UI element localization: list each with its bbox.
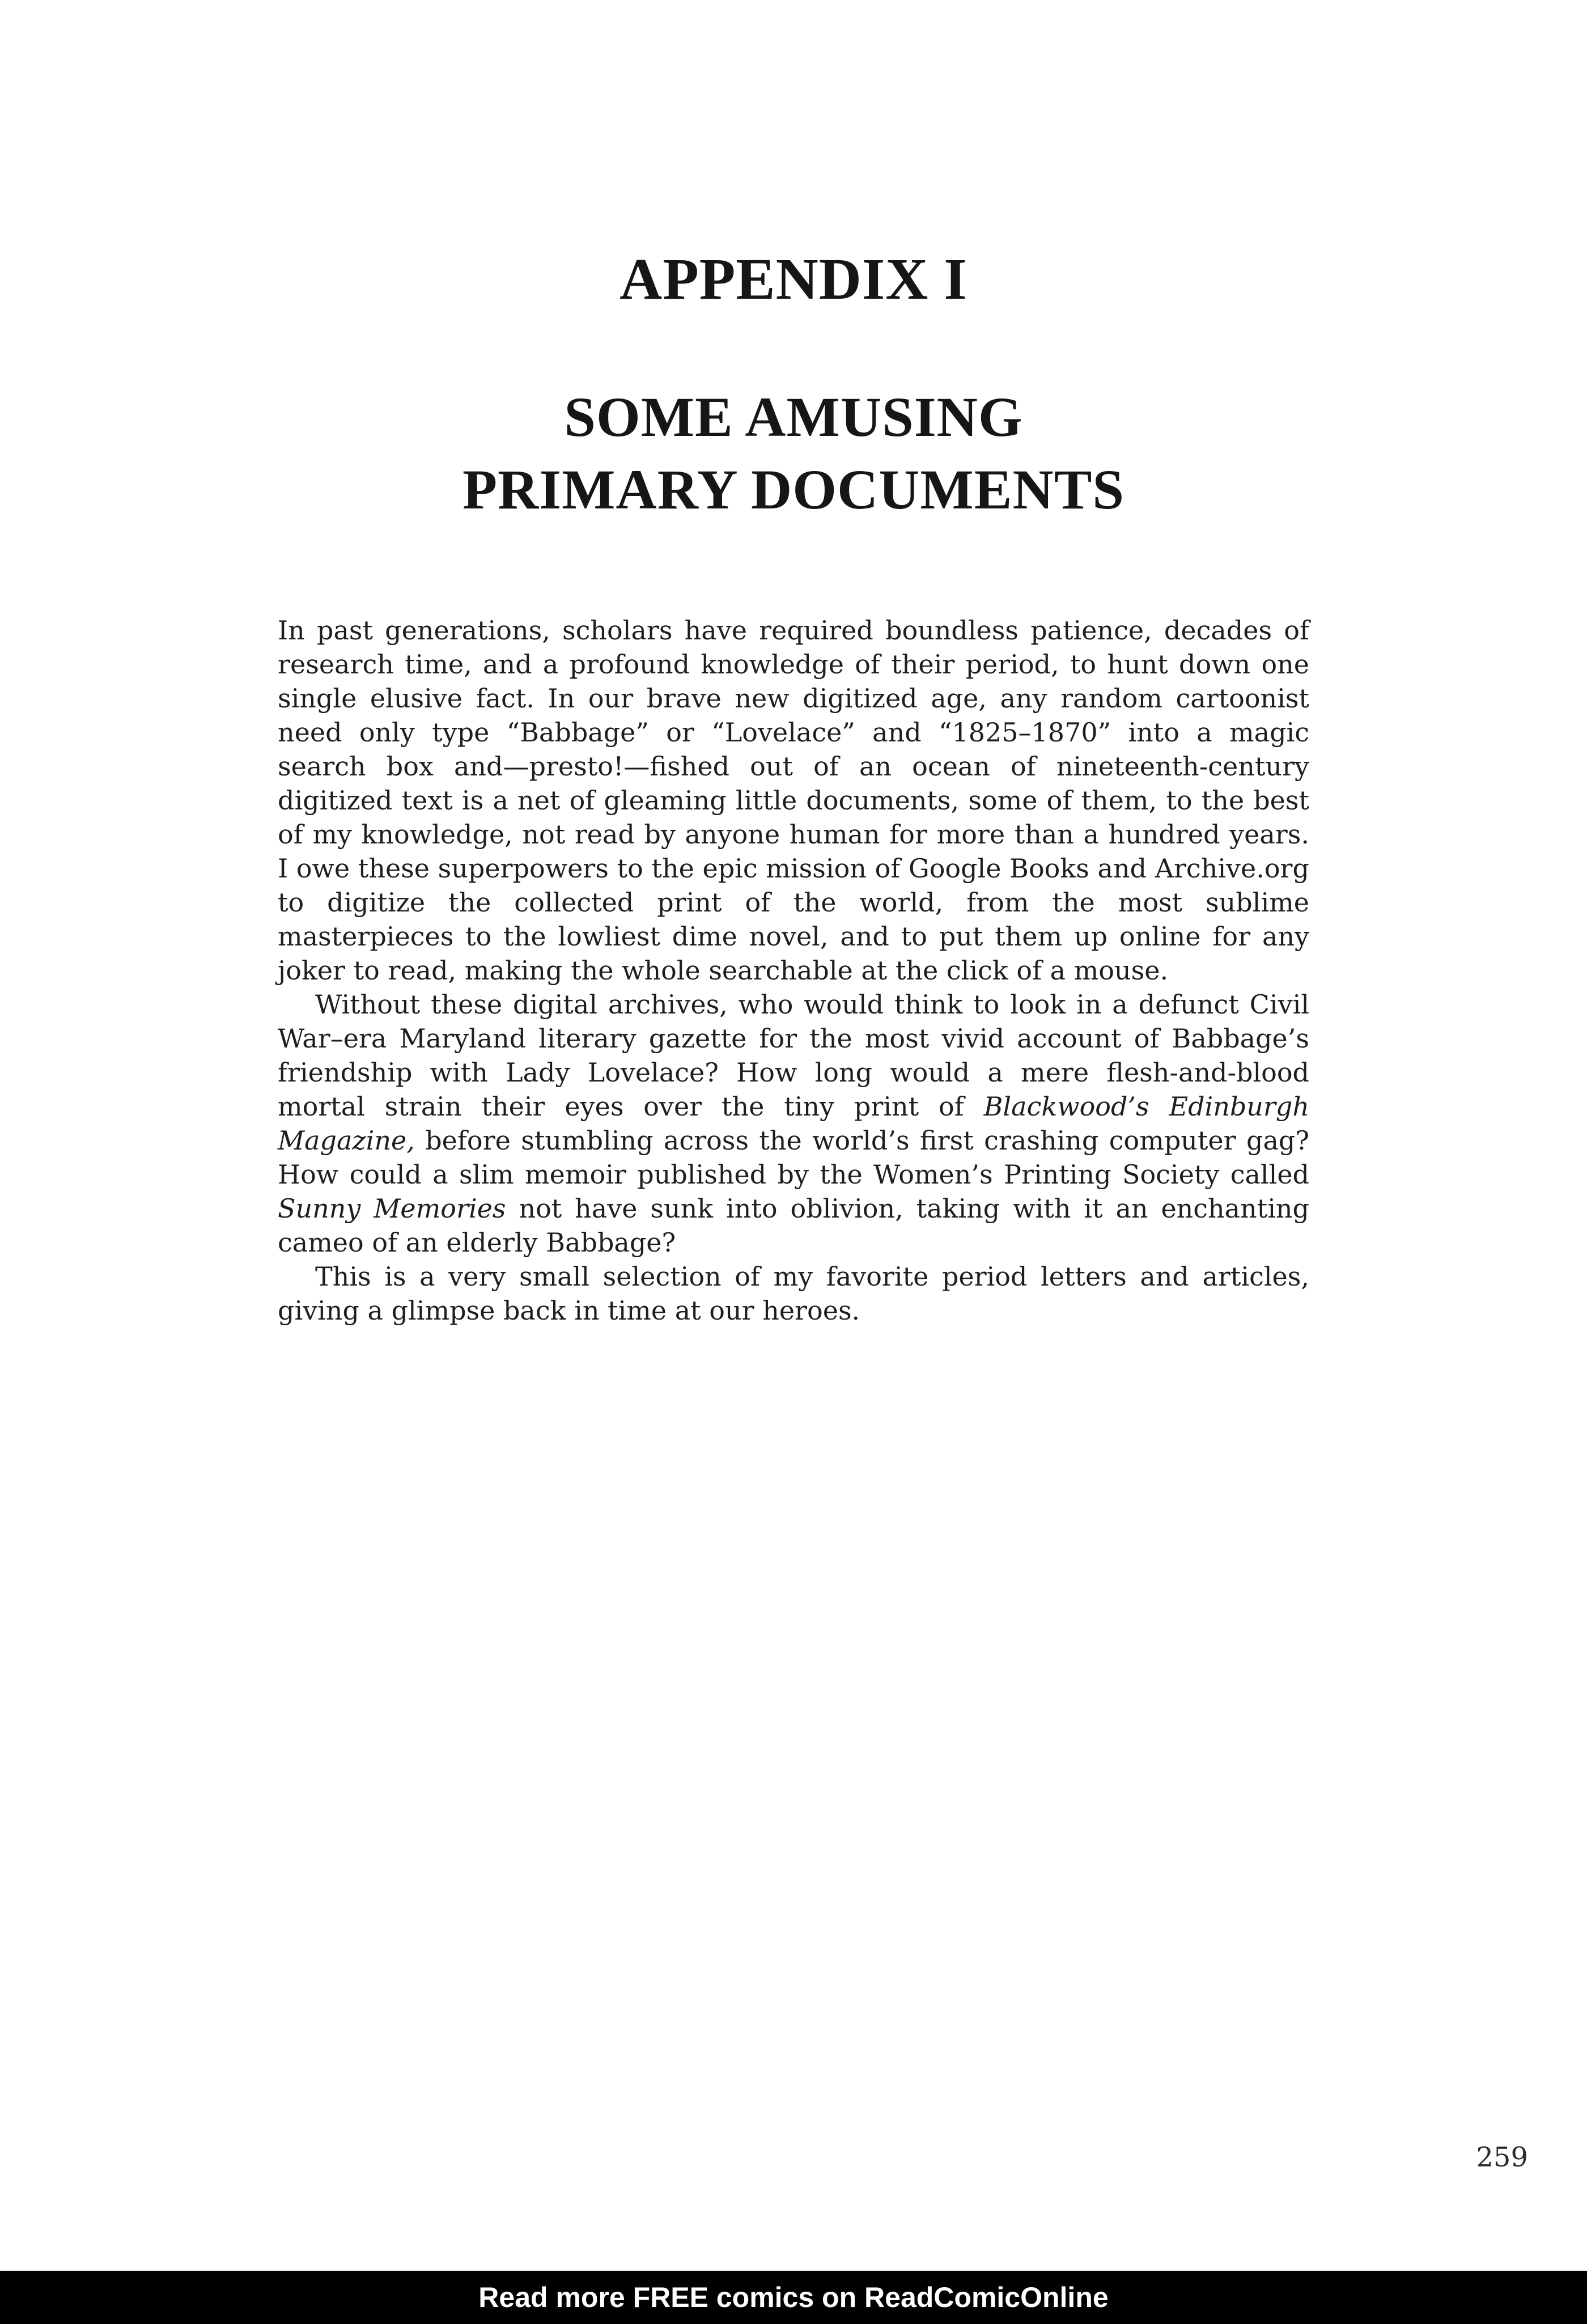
paragraph-intro: In past generations, scholars have required boundless patience, decades of research time, and a profound knowledge of their period, to hunt down one single elusive fact. In our brave new digitized age, any random cartoonist need only type “Babbage” or “Lovelace” and “1825–1870” into a magic search box and—presto!—fished out of an ocean of nineteenth-century digitized text is a net of gleaming little documents, some of them, to the best of my knowledge, not read by anyone human for more than a hundred years. I owe these superpowers to the epic mission of Google Books and Archive.org to digitize the collected print of the world, from the most sublime masterpieces to the lowliest dime novel, and to put them up online for any joker to read, making the whole searchable at the click of a mouse. (278, 615, 1309, 986)
title-blackwoods: Blackwood’s Edinburgh Magazine, (278, 1091, 1309, 1156)
appendix-title-line-1: SOME AMUSING (564, 385, 1023, 448)
paragraph-archives-part-1: Without these digital archives, who would think to look in a defunct Civil War–era Maryland literary gazette for the most vivid account of Babbage’s friendship with Lady Lovelace? How long would a mere flesh-and-blood mortal strain their eyes over the tiny print of (278, 989, 1309, 1122)
body-text (278, 613, 1309, 1328)
paragraph-archives-part-3: not have sunk into oblivion, taking with it an enchanting cameo of an elderly Babbage? (278, 1193, 1309, 1258)
title-sunny-memories: Sunny Memories (278, 1193, 506, 1224)
paragraph-archives-part-2: before stumbling across the world’s first crashing computer gag? How could a slim memoir published by the Women’s Printing Society called (278, 1125, 1309, 1190)
page-number: 259 (1476, 2141, 1528, 2173)
promo-banner-text[interactable]: Read more FREE comics on ReadComicOnline (478, 2281, 1109, 2313)
appendix-title (0, 381, 1587, 526)
appendix-title-line-2: PRIMARY DOCUMENTS (462, 458, 1125, 521)
appendix-label: APPENDIX I (619, 247, 968, 312)
paragraph-archives (278, 987, 1309, 1259)
paragraph-selection: This is a very small selection of my favorite period letters and articles, giving a glimpse back in time at our heroes. (278, 1261, 1309, 1326)
promo-banner[interactable] (0, 2271, 1587, 2324)
